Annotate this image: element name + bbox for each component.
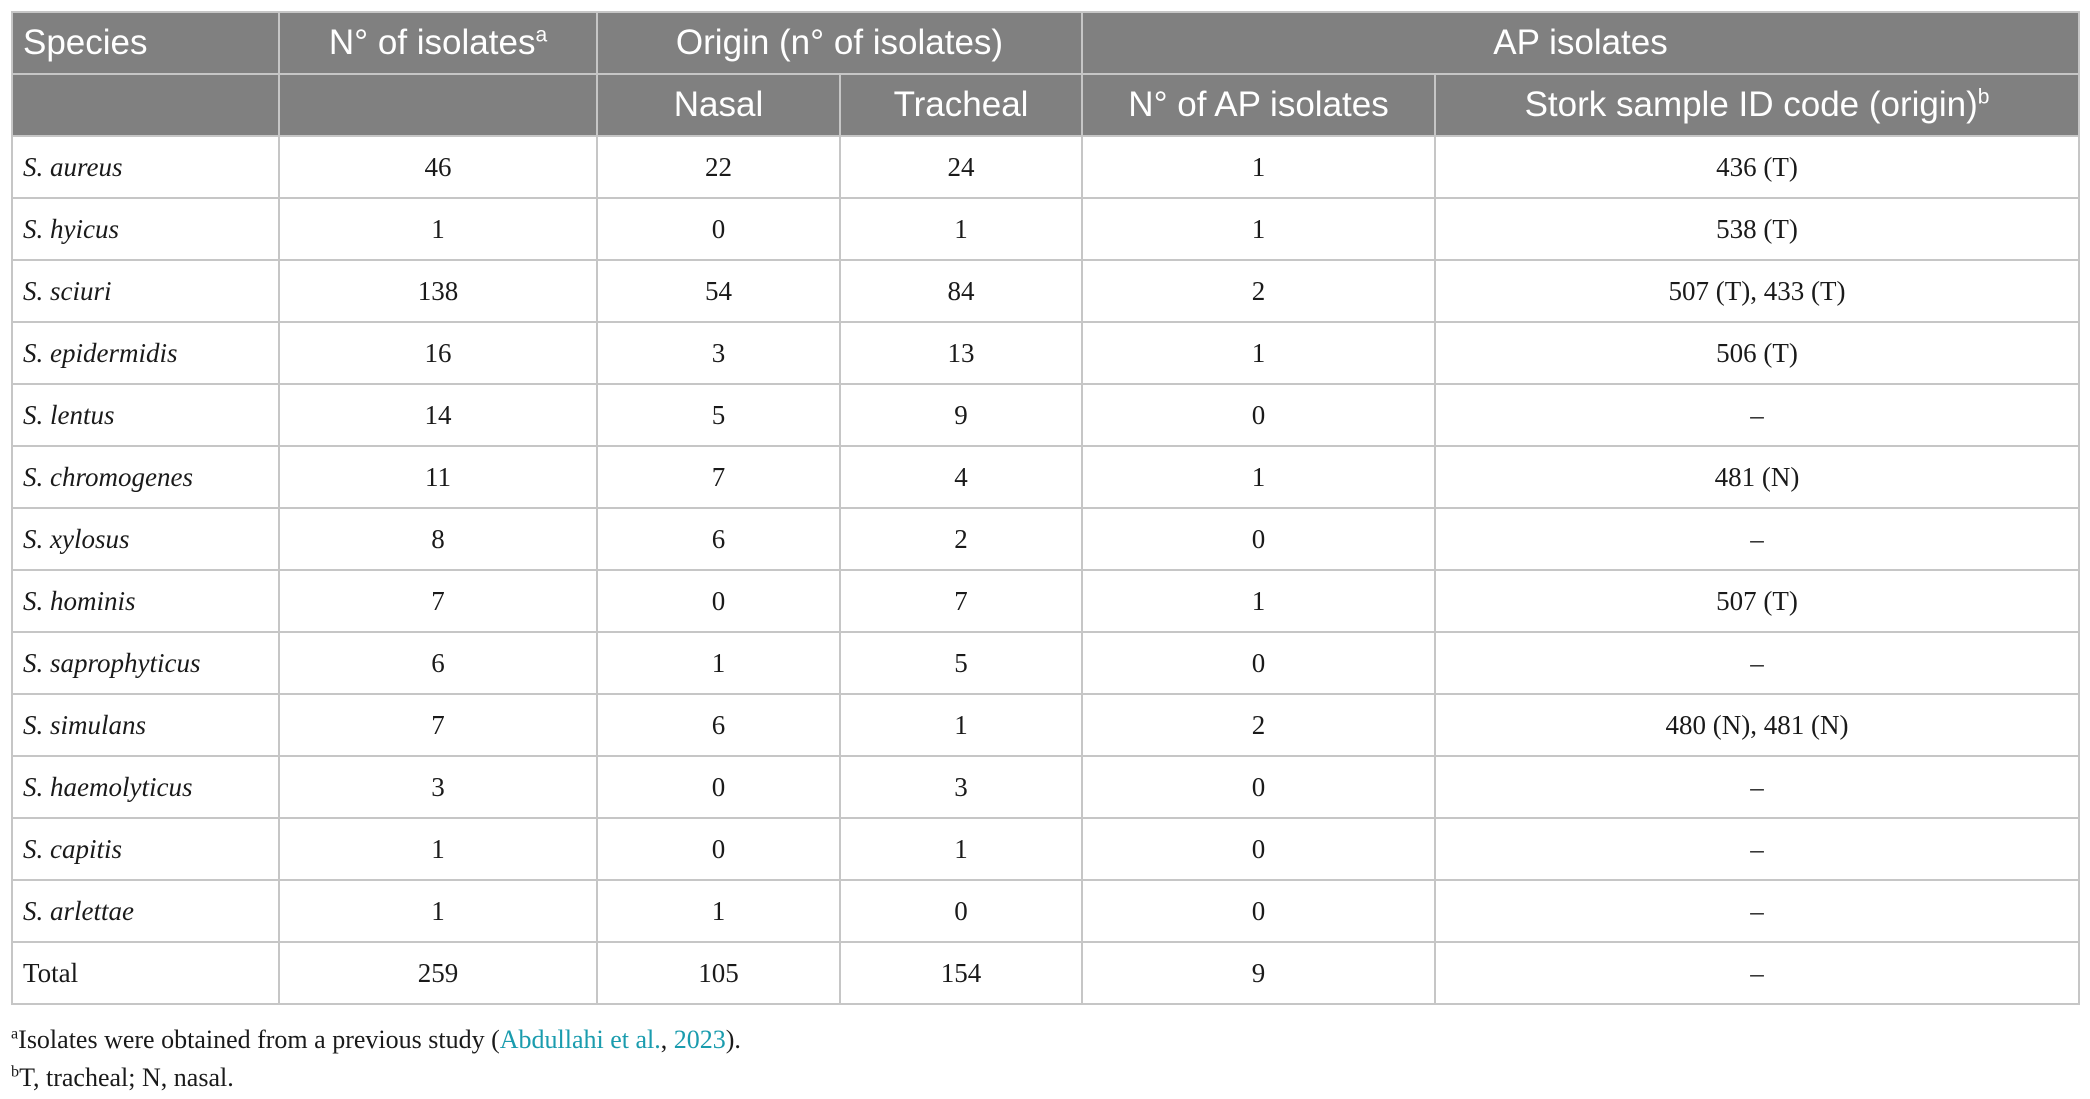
- header-row-top: [12, 12, 2079, 74]
- cell-species: S. chromogenes: [12, 446, 279, 508]
- cell-isolates: 6: [279, 632, 597, 694]
- cell-tracheal: 1: [840, 818, 1082, 880]
- table-row: [12, 880, 2079, 942]
- table-row: [12, 136, 2079, 198]
- cell-ap-count: 1: [1082, 570, 1435, 632]
- cell-isolates: 138: [279, 260, 597, 322]
- cell-ap-count: 1: [1082, 136, 1435, 198]
- cell-species: S. hominis: [12, 570, 279, 632]
- cell-tracheal: 3: [840, 756, 1082, 818]
- cell-total-tracheal: 154: [840, 942, 1082, 1004]
- cell-ap-count: 0: [1082, 818, 1435, 880]
- cell-species: S. aureus: [12, 136, 279, 198]
- cell-tracheal: 5: [840, 632, 1082, 694]
- cell-species: S. lentus: [12, 384, 279, 446]
- cell-tracheal: 1: [840, 198, 1082, 260]
- table-row: [12, 818, 2079, 880]
- cell-isolates: 46: [279, 136, 597, 198]
- cell-ap-count: 0: [1082, 756, 1435, 818]
- cell-nasal: 0: [597, 818, 840, 880]
- cell-total-isolates: 259: [279, 942, 597, 1004]
- cell-nasal: 54: [597, 260, 840, 322]
- citation-link-year[interactable]: 2023: [673, 1025, 726, 1054]
- cell-species: S. simulans: [12, 694, 279, 756]
- cell-species: S. haemolyticus: [12, 756, 279, 818]
- cell-isolates: 1: [279, 880, 597, 942]
- cell-ap-count: 0: [1082, 880, 1435, 942]
- table-row: [12, 446, 2079, 508]
- table-row: [12, 756, 2079, 818]
- cell-nasal: 1: [597, 632, 840, 694]
- table-row: [12, 508, 2079, 570]
- cell-species: S. xylosus: [12, 508, 279, 570]
- cell-isolates: 1: [279, 198, 597, 260]
- cell-ap-count: 0: [1082, 632, 1435, 694]
- cell-tracheal: 7: [840, 570, 1082, 632]
- header-tracheal: Tracheal: [840, 74, 1082, 136]
- cell-ap-count: 1: [1082, 446, 1435, 508]
- cell-species: S. capitis: [12, 818, 279, 880]
- cell-sample-ids: –: [1435, 384, 2079, 446]
- cell-sample-ids: 436 (T): [1435, 136, 2079, 198]
- cell-isolates: 1: [279, 818, 597, 880]
- cell-tracheal: 4: [840, 446, 1082, 508]
- cell-isolates: 7: [279, 570, 597, 632]
- cell-species: S. sciuri: [12, 260, 279, 322]
- cell-total-sample-ids: –: [1435, 942, 2079, 1004]
- cell-isolates: 11: [279, 446, 597, 508]
- table-row: [12, 260, 2079, 322]
- table-row: [12, 694, 2079, 756]
- table-row: [12, 384, 2079, 446]
- cell-sample-ids: 507 (T): [1435, 570, 2079, 632]
- cell-nasal: 0: [597, 570, 840, 632]
- cell-tracheal: 24: [840, 136, 1082, 198]
- cell-sample-ids: 538 (T): [1435, 198, 2079, 260]
- table-row: [12, 570, 2079, 632]
- cell-species: S. epidermidis: [12, 322, 279, 384]
- cell-isolates: 14: [279, 384, 597, 446]
- cell-nasal: 3: [597, 322, 840, 384]
- cell-ap-count: 0: [1082, 508, 1435, 570]
- cell-tracheal: 0: [840, 880, 1082, 942]
- cell-sample-ids: –: [1435, 756, 2079, 818]
- total-row: [12, 942, 2079, 1004]
- citation-link-author[interactable]: Abdullahi et al.: [499, 1025, 661, 1054]
- cell-sample-ids: –: [1435, 508, 2079, 570]
- cell-nasal: 0: [597, 198, 840, 260]
- header-empty-species: [12, 74, 279, 136]
- table-body: [12, 136, 2079, 1004]
- footnote-b: $^b$T, tracheal; N, nasal.: [11, 1063, 234, 1092]
- cell-total-ap-count: 9: [1082, 942, 1435, 1004]
- cell-ap-count: 2: [1082, 694, 1435, 756]
- cell-ap-count: 1: [1082, 198, 1435, 260]
- cell-species: S. hyicus: [12, 198, 279, 260]
- cell-tracheal: 84: [840, 260, 1082, 322]
- cell-isolates: 7: [279, 694, 597, 756]
- cell-tracheal: 13: [840, 322, 1082, 384]
- header-isolates: N° of isolates$^a$: [279, 12, 597, 74]
- cell-isolates: 16: [279, 322, 597, 384]
- cell-sample-ids: 480 (N), 481 (N): [1435, 694, 2079, 756]
- cell-species: S. saprophyticus: [12, 632, 279, 694]
- cell-total-label: Total: [12, 942, 279, 1004]
- cell-nasal: 6: [597, 508, 840, 570]
- cell-nasal: 7: [597, 446, 840, 508]
- header-sample-id: Stork sample ID code (origin)$^b$: [1435, 74, 2079, 136]
- cell-ap-count: 2: [1082, 260, 1435, 322]
- cell-tracheal: 9: [840, 384, 1082, 446]
- header-origin: Origin (n° of isolates): [597, 12, 1082, 74]
- header-ap-isolates: AP isolates: [1082, 12, 2079, 74]
- cell-ap-count: 1: [1082, 322, 1435, 384]
- cell-tracheal: 2: [840, 508, 1082, 570]
- cell-sample-ids: 506 (T): [1435, 322, 2079, 384]
- header-ap-count: N° of AP isolates: [1082, 74, 1435, 136]
- cell-nasal: 0: [597, 756, 840, 818]
- cell-sample-ids: –: [1435, 880, 2079, 942]
- cell-sample-ids: 481 (N): [1435, 446, 2079, 508]
- header-species: Species: [12, 12, 279, 74]
- cell-nasal: 22: [597, 136, 840, 198]
- cell-total-nasal: 105: [597, 942, 840, 1004]
- table-row: [12, 632, 2079, 694]
- header-nasal: Nasal: [597, 74, 840, 136]
- table-footnotes: [11, 1021, 741, 1097]
- table-row: [12, 322, 2079, 384]
- header-row-sub: [12, 74, 2079, 136]
- cell-sample-ids: –: [1435, 632, 2079, 694]
- cell-nasal: 5: [597, 384, 840, 446]
- cell-ap-count: 0: [1082, 384, 1435, 446]
- cell-tracheal: 1: [840, 694, 1082, 756]
- table-header: [12, 12, 2079, 136]
- cell-sample-ids: –: [1435, 818, 2079, 880]
- cell-isolates: 8: [279, 508, 597, 570]
- footnote-a: $^a$Isolates were obtained from a previous study (Abdullahi et al., 2023).: [11, 1025, 741, 1054]
- cell-species: S. arlettae: [12, 880, 279, 942]
- cell-sample-ids: 507 (T), 433 (T): [1435, 260, 2079, 322]
- header-empty-isolates: [279, 74, 597, 136]
- cell-nasal: 1: [597, 880, 840, 942]
- cell-nasal: 6: [597, 694, 840, 756]
- species-isolates-table: [11, 11, 2080, 1005]
- cell-isolates: 3: [279, 756, 597, 818]
- table-row: [12, 198, 2079, 260]
